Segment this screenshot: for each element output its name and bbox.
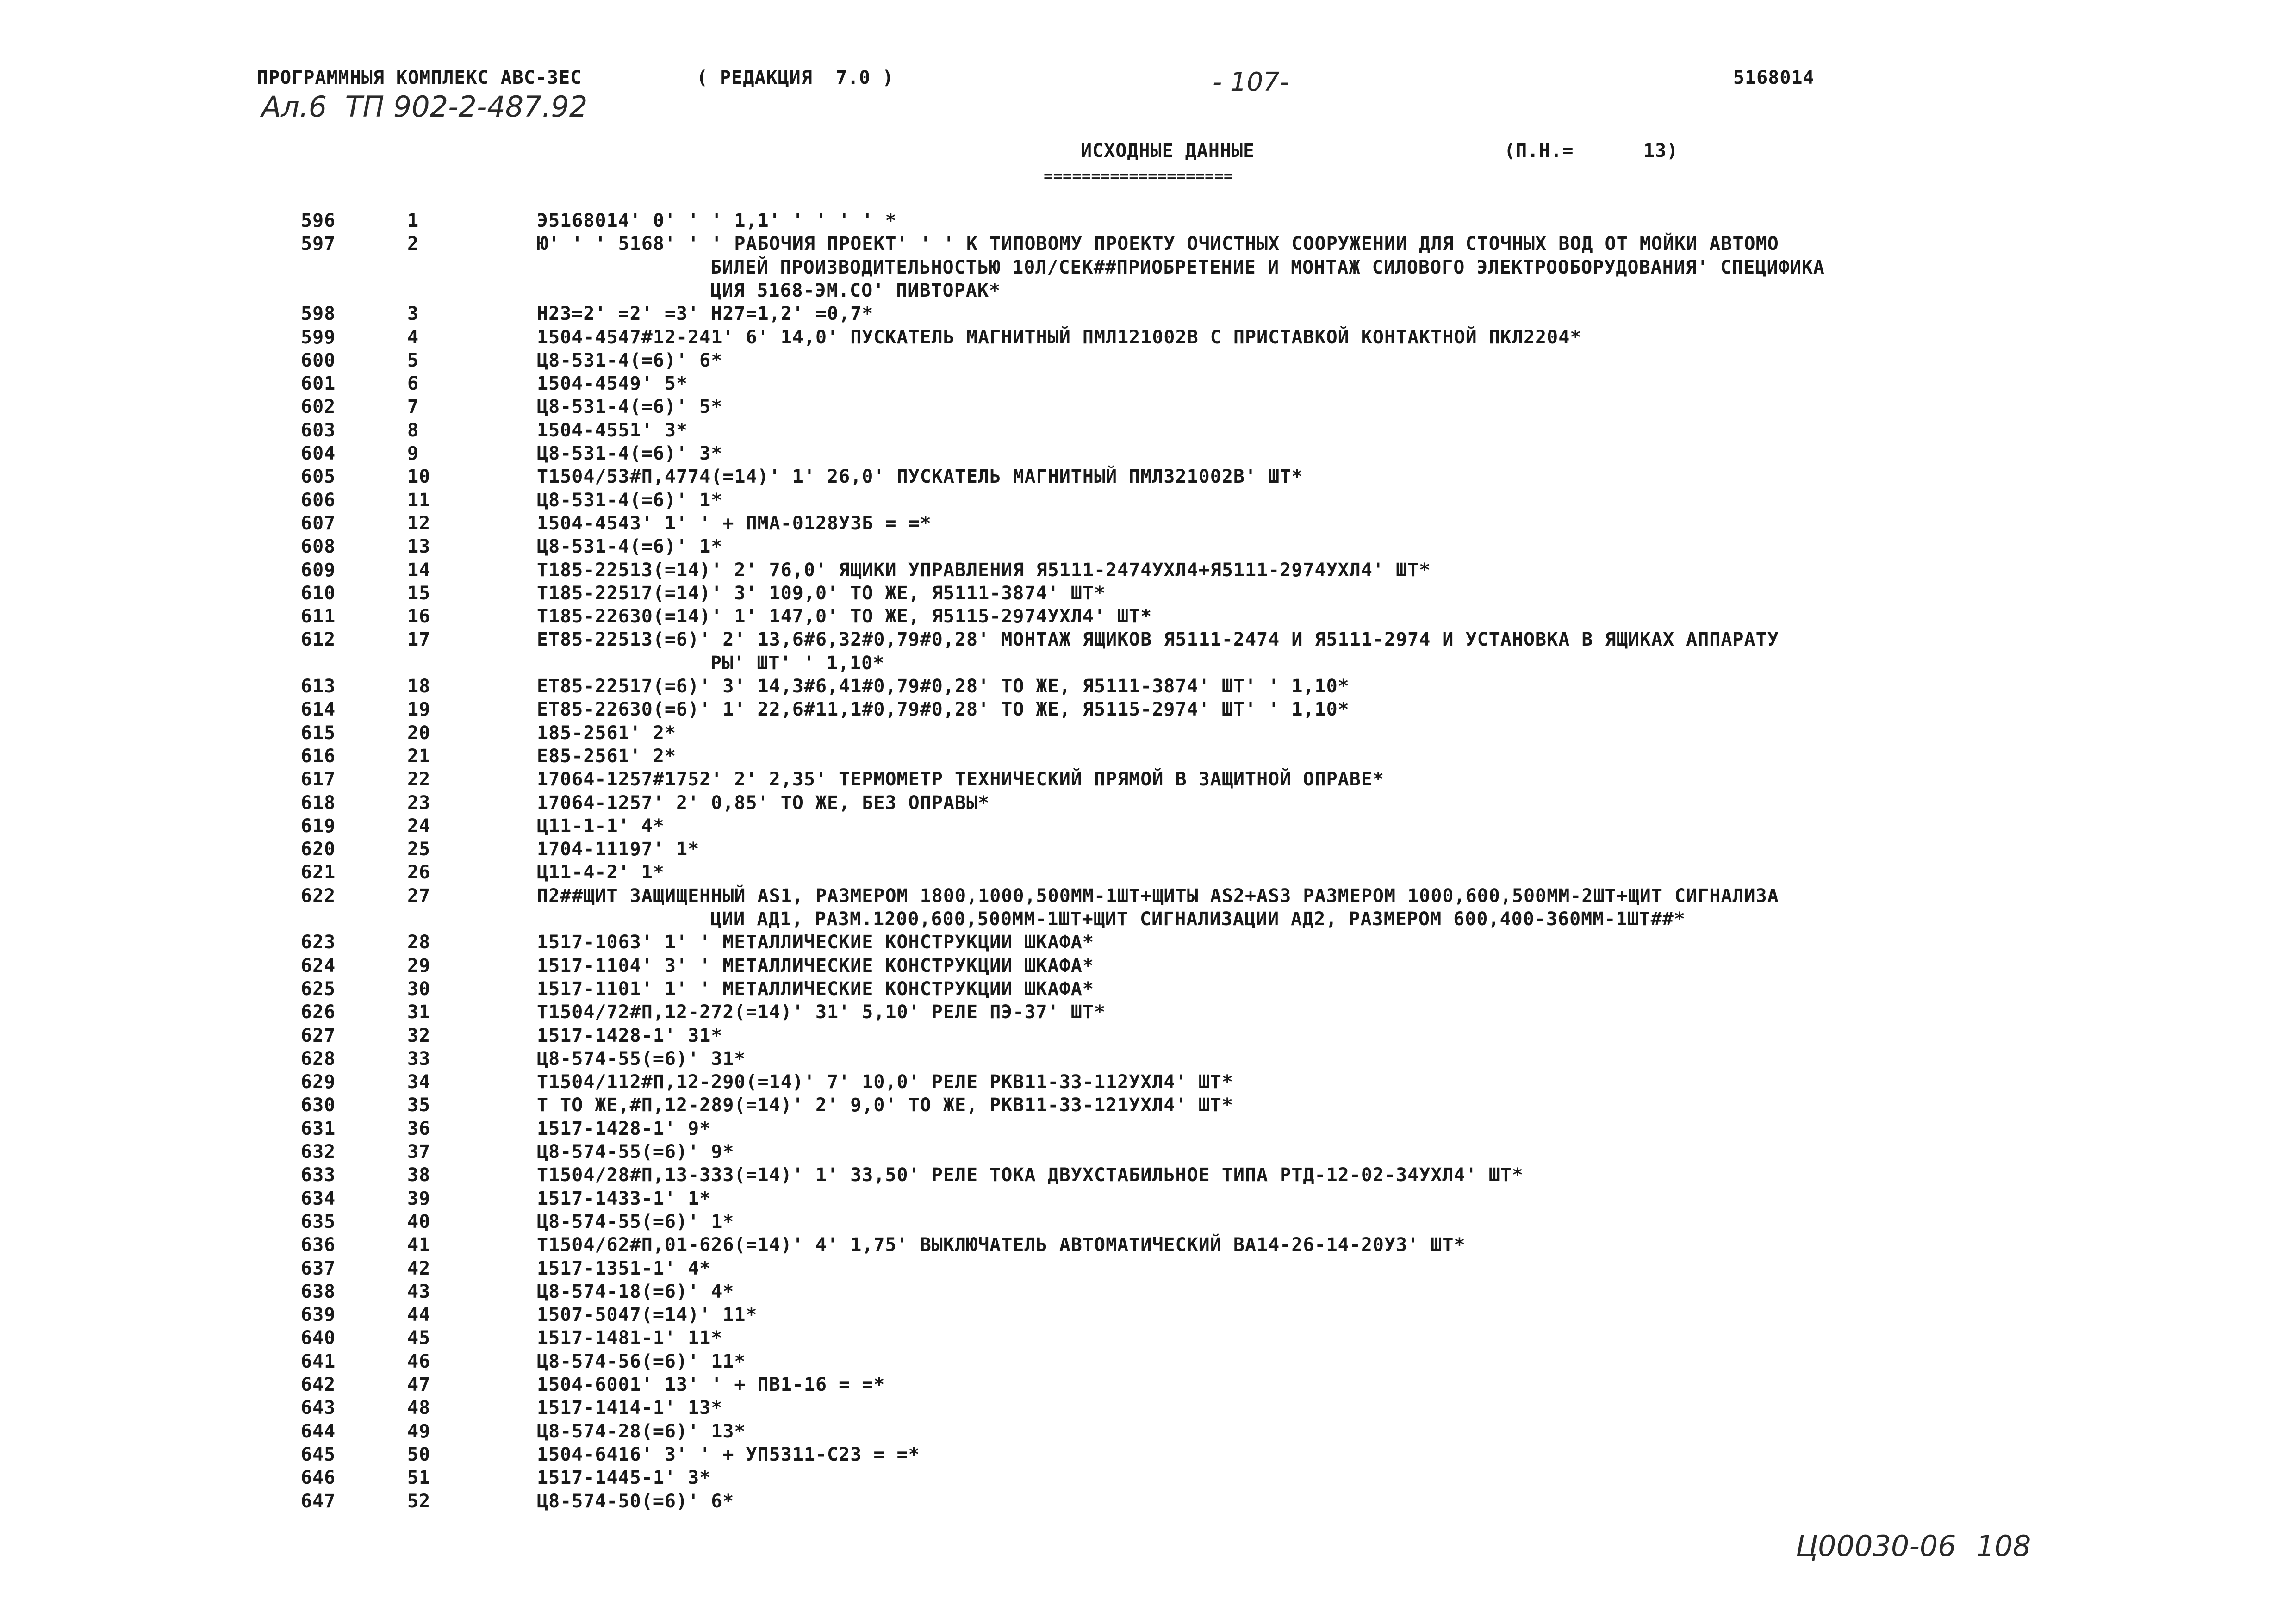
- line-number: 30: [407, 978, 431, 1000]
- record-number: 618: [301, 792, 336, 814]
- record-text: Т1504/112#П,12-290(=14)' 7' 10,0' РЕЛЕ РКВ11-33-112УХЛ4' ШТ*: [537, 1071, 1233, 1093]
- line-number: 11: [407, 489, 431, 511]
- line-number: 17: [407, 629, 431, 651]
- title-underline: ====================: [1044, 167, 1233, 186]
- edition-label: ( РЕДАКЦИЯ 7.0 ): [697, 67, 894, 88]
- record-number: 605: [301, 466, 336, 488]
- record-number: 613: [301, 676, 336, 697]
- record-number: 626: [301, 1002, 336, 1023]
- record-number: 634: [301, 1188, 336, 1209]
- record-number: 607: [301, 512, 336, 534]
- record-text: Э5168014' 0' ' ' 1,1' ' ' ' ' *: [537, 210, 897, 231]
- record-text: Ц11-1-1' 4*: [537, 815, 665, 837]
- record-number: 627: [301, 1025, 336, 1046]
- page-mark: - 107-: [1213, 67, 1289, 97]
- record-text: Т185-22517(=14)' 3' 109,0' ТО ЖЕ, Я5111-3874' ШТ*: [537, 582, 1106, 604]
- line-number: 42: [407, 1257, 431, 1279]
- record-text: 1517-1063' 1' ' МЕТАЛЛИЧЕСКИЕ КОНСТРУКЦИИ ШКАФА*: [537, 932, 1094, 953]
- line-number: 35: [407, 1095, 431, 1116]
- record-number: 624: [301, 955, 336, 977]
- line-number: 1: [407, 210, 419, 231]
- record-text: П2##ЩИТ ЗАЩИЩЕННЫЙ AS1, РАЗМЕРОМ 1800,1000,500ММ-1ШТ+ЩИТЫ AS2+AS3 РАЗМЕРОМ 1000,600,500ММ-2ШТ+ЩИТ СИГНАЛИЗА: [537, 885, 1779, 907]
- record-text-continuation: ЦИИ АД1, РАЗМ.1200,600,500ММ-1ШТ+ЩИТ СИГНАЛИЗАЦИИ АД2, РАЗМЕРОМ 600,400-360ММ-1ШТ##*: [710, 908, 1686, 930]
- record-text: 1704-11197' 1*: [537, 839, 700, 860]
- record-text: Т185-22630(=14)' 1' 147,0' ТО ЖЕ, Я5115-2974УХЛ4' ШТ*: [537, 606, 1152, 628]
- record-text: Ц8-531-4(=6)' 5*: [537, 396, 723, 418]
- record-number: 642: [301, 1374, 336, 1395]
- line-number: 31: [407, 1002, 431, 1023]
- record-text-continuation: ЦИЯ 5168-ЭМ.СО' ПИВТОРАК*: [710, 280, 1001, 301]
- line-number: 9: [407, 443, 419, 464]
- record-number: 614: [301, 699, 336, 721]
- record-text: 1517-1428-1' 31*: [537, 1025, 723, 1046]
- record-text: ЕТ85-22517(=6)' 3' 14,3#6,41#0,79#0,28' ТО ЖЕ, Я5111-3874' ШТ' ' 1,10*: [537, 676, 1350, 697]
- line-number: 19: [407, 699, 431, 721]
- line-number: 26: [407, 862, 431, 884]
- line-number: 22: [407, 769, 431, 790]
- footer-handwritten-page: 108: [1976, 1529, 2031, 1563]
- line-number: 44: [407, 1304, 431, 1326]
- line-number: 48: [407, 1397, 431, 1419]
- record-number: 611: [301, 606, 336, 628]
- record-number: 623: [301, 932, 336, 953]
- record-text: 1517-1481-1' 11*: [537, 1327, 723, 1349]
- record-text: Ц8-574-55(=6)' 9*: [537, 1141, 734, 1163]
- line-number: 4: [407, 326, 419, 348]
- line-number: 15: [407, 582, 431, 604]
- line-number: 46: [407, 1350, 431, 1372]
- line-number: 33: [407, 1048, 431, 1070]
- program-name: ПРОГРАММНЫЯ КОМПЛЕКС АВС-ЗЕС: [257, 67, 582, 88]
- record-text: Т ТО ЖЕ,#П,12-289(=14)' 2' 9,0' ТО ЖЕ, РКВ11-33-121УХЛ4' ШТ*: [537, 1095, 1233, 1116]
- line-number: 2: [407, 233, 419, 255]
- record-number: 612: [301, 629, 336, 651]
- line-number: 6: [407, 373, 419, 395]
- record-number: 601: [301, 373, 336, 395]
- record-text-continuation: РЫ' ШТ' ' 1,10*: [710, 652, 885, 674]
- record-number: 606: [301, 489, 336, 511]
- record-text: 1517-1101' 1' ' МЕТАЛЛИЧЕСКИЕ КОНСТРУКЦИИ ШКАФА*: [537, 978, 1094, 1000]
- record-text: Ц8-574-55(=6)' 1*: [537, 1211, 734, 1232]
- record-text: 1504-4549' 5*: [537, 373, 688, 395]
- line-number: 41: [407, 1234, 431, 1256]
- record-text: 1517-1104' 3' ' МЕТАЛЛИЧЕСКИЕ КОНСТРУКЦИИ ШКАФА*: [537, 955, 1094, 977]
- line-number: 37: [407, 1141, 431, 1163]
- line-number: 47: [407, 1374, 431, 1395]
- record-text: 1504-4543' 1' ' + ПМА-0128У3Б = =*: [537, 512, 932, 534]
- record-number: 598: [301, 303, 336, 325]
- record-text: Н23=2' =2' =3' Н27=1,2' =0,7*: [537, 303, 874, 325]
- record-number: 635: [301, 1211, 336, 1232]
- line-number: 49: [407, 1420, 431, 1442]
- record-number: 647: [301, 1490, 336, 1512]
- record-text: 1507-5047(=14)' 11*: [537, 1304, 758, 1326]
- record-number: 630: [301, 1095, 336, 1116]
- record-number: 639: [301, 1304, 336, 1326]
- record-text: Ц8-574-18(=6)' 4*: [537, 1281, 734, 1302]
- record-text: Ц8-531-4(=6)' 1*: [537, 536, 723, 558]
- record-number: 602: [301, 396, 336, 418]
- record-text: Т1504/62#П,01-626(=14)' 4' 1,75' ВЫКЛЮЧАТЕЛЬ АВТОМАТИЧЕСКИЙ ВА14-26-14-20У3' ШТ*: [537, 1234, 1466, 1256]
- line-number: 38: [407, 1164, 431, 1186]
- record-number: 621: [301, 862, 336, 884]
- record-text: Т1504/28#П,13-333(=14)' 1' 33,50' РЕЛЕ ТОКА ДВУХСТАБИЛЬНОЕ ТИПА РТД-12-02-34УХЛ4' ШТ*: [537, 1164, 1524, 1186]
- record-text: Ц8-574-55(=6)' 31*: [537, 1048, 746, 1070]
- pn-label: (П.Н.= 13): [1504, 140, 1679, 162]
- record-text: Ю' ' ' 5168' ' ' РАБОЧИЯ ПРОЕКТ' ' ' К ТИПОВОМУ ПРОЕКТУ ОЧИСТНЫХ СООРУЖЕНИИ ДЛЯ СТОЧНЫХ ВОД ОТ МОЙКИ АВТОМО: [537, 233, 1779, 255]
- record-text: Ц8-574-28(=6)' 13*: [537, 1420, 746, 1442]
- line-number: 45: [407, 1327, 431, 1349]
- record-text: Ц8-531-4(=6)' 3*: [537, 443, 723, 464]
- line-number: 21: [407, 745, 431, 767]
- record-text: Ц11-4-2' 1*: [537, 862, 665, 884]
- line-number: 50: [407, 1444, 431, 1465]
- record-number: 640: [301, 1327, 336, 1349]
- record-text: 1517-1445-1' 3*: [537, 1467, 711, 1489]
- line-number: 3: [407, 303, 419, 325]
- line-number: 51: [407, 1467, 431, 1489]
- record-number: 596: [301, 210, 336, 231]
- line-number: 25: [407, 839, 431, 860]
- record-text: Е85-2561' 2*: [537, 745, 676, 767]
- record-number: 609: [301, 559, 336, 581]
- line-number: 14: [407, 559, 431, 581]
- line-number: 13: [407, 536, 431, 558]
- record-number: 622: [301, 885, 336, 907]
- record-number: 644: [301, 1420, 336, 1442]
- record-number: 633: [301, 1164, 336, 1186]
- record-number: 641: [301, 1350, 336, 1372]
- record-number: 597: [301, 233, 336, 255]
- record-number: 632: [301, 1141, 336, 1163]
- record-number: 603: [301, 419, 336, 441]
- record-number: 637: [301, 1257, 336, 1279]
- document-code: 5168014: [1733, 67, 1815, 88]
- record-text: 1504-4551' 3*: [537, 419, 688, 441]
- line-number: 36: [407, 1118, 431, 1139]
- record-number: 628: [301, 1048, 336, 1070]
- record-text: Ц8-531-4(=6)' 1*: [537, 489, 723, 511]
- record-text: 1504-4547#12-241' 6' 14,0' ПУСКАТЕЛЬ МАГНИТНЫЙ ПМЛ121002В С ПРИСТАВКОЙ КОНТАКТНОЙ ПКЛ2204*: [537, 326, 1582, 348]
- line-number: 28: [407, 932, 431, 953]
- record-text: ЕТ85-22630(=6)' 1' 22,6#11,1#0,79#0,28' ТО ЖЕ, Я5115-2974' ШТ' ' 1,10*: [537, 699, 1350, 721]
- line-number: 20: [407, 722, 431, 744]
- record-text: 17064-1257' 2' 0,85' ТО ЖЕ, БЕЗ ОПРАВЫ*: [537, 792, 990, 814]
- line-number: 18: [407, 676, 431, 697]
- record-text: 1517-1433-1' 1*: [537, 1188, 711, 1209]
- record-number: 629: [301, 1071, 336, 1093]
- record-text: Ц8-574-56(=6)' 11*: [537, 1350, 746, 1372]
- line-number: 12: [407, 512, 431, 534]
- record-text: Ц8-531-4(=6)' 6*: [537, 349, 723, 371]
- record-text: Т1504/53#П,4774(=14)' 1' 26,0' ПУСКАТЕЛЬ МАГНИТНЫЙ ПМЛ321002В' ШТ*: [537, 466, 1303, 488]
- line-number: 8: [407, 419, 419, 441]
- record-text: 1517-1428-1' 9*: [537, 1118, 711, 1139]
- record-number: 604: [301, 443, 336, 464]
- record-text: 1504-6416' 3' ' + УП5311-С23 = =*: [537, 1444, 920, 1465]
- line-number: 23: [407, 792, 431, 814]
- record-text: 1517-1351-1' 4*: [537, 1257, 711, 1279]
- record-number: 600: [301, 349, 336, 371]
- record-number: 645: [301, 1444, 336, 1465]
- record-number: 643: [301, 1397, 336, 1419]
- record-number: 610: [301, 582, 336, 604]
- line-number: 34: [407, 1071, 431, 1093]
- record-number: 619: [301, 815, 336, 837]
- line-number: 10: [407, 466, 431, 488]
- line-number: 16: [407, 606, 431, 628]
- record-number: 617: [301, 769, 336, 790]
- record-text: 1517-1414-1' 13*: [537, 1397, 723, 1419]
- line-number: 29: [407, 955, 431, 977]
- record-text: 185-2561' 2*: [537, 722, 676, 744]
- handwritten-reference: Ал.6 ТП 902-2-487.92: [261, 90, 588, 124]
- line-number: 32: [407, 1025, 431, 1046]
- record-text: Т185-22513(=14)' 2' 76,0' ЯЩИКИ УПРАВЛЕНИЯ Я5111-2474УХЛ4+Я5111-2974УХЛ4' ШТ*: [537, 559, 1431, 581]
- record-number: 615: [301, 722, 336, 744]
- record-text: ЕТ85-22513(=6)' 2' 13,6#6,32#0,79#0,28' МОНТАЖ ЯЩИКОВ Я5111-2474 И Я5111-2974 И УСТАНОВКА В ЯЩИКАХ АППАРАТУ: [537, 629, 1779, 651]
- record-text-continuation: БИЛЕЙ ПРОИЗВОДИТЕЛЬНОСТЬЮ 10Л/СЕК##ПРИОБРЕТЕНИЕ И МОНТАЖ СИЛОВОГО ЭЛЕКТРООБОРУДОВАНИЯ' СПЕЦИФИКА: [710, 256, 1825, 278]
- line-number: 24: [407, 815, 431, 837]
- record-number: 636: [301, 1234, 336, 1256]
- line-number: 27: [407, 885, 431, 907]
- record-number: 625: [301, 978, 336, 1000]
- record-number: 599: [301, 326, 336, 348]
- page-title: ИСХОДНЫЕ ДАННЫЕ: [1081, 140, 1255, 162]
- record-number: 638: [301, 1281, 336, 1302]
- record-number: 631: [301, 1118, 336, 1139]
- record-number: 646: [301, 1467, 336, 1489]
- record-text: Ц8-574-50(=6)' 6*: [537, 1490, 734, 1512]
- record-number: 620: [301, 839, 336, 860]
- record-text: Т1504/72#П,12-272(=14)' 31' 5,10' РЕЛЕ ПЭ-37' ШТ*: [537, 1002, 1106, 1023]
- line-number: 5: [407, 349, 419, 371]
- line-number: 40: [407, 1211, 431, 1232]
- line-number: 39: [407, 1188, 431, 1209]
- line-number: 7: [407, 396, 419, 418]
- record-text: 1504-6001' 13' ' + ПВ1-16 = =*: [537, 1374, 885, 1395]
- footer-handwritten-code: Ц00030-06: [1796, 1529, 1956, 1563]
- record-number: 608: [301, 536, 336, 558]
- record-text: 17064-1257#1752' 2' 2,35' ТЕРМОМЕТР ТЕХНИЧЕСКИЙ ПРЯМОЙ В ЗАЩИТНОЙ ОПРАВЕ*: [537, 769, 1384, 790]
- line-number: 52: [407, 1490, 431, 1512]
- line-number: 43: [407, 1281, 431, 1302]
- record-number: 616: [301, 745, 336, 767]
